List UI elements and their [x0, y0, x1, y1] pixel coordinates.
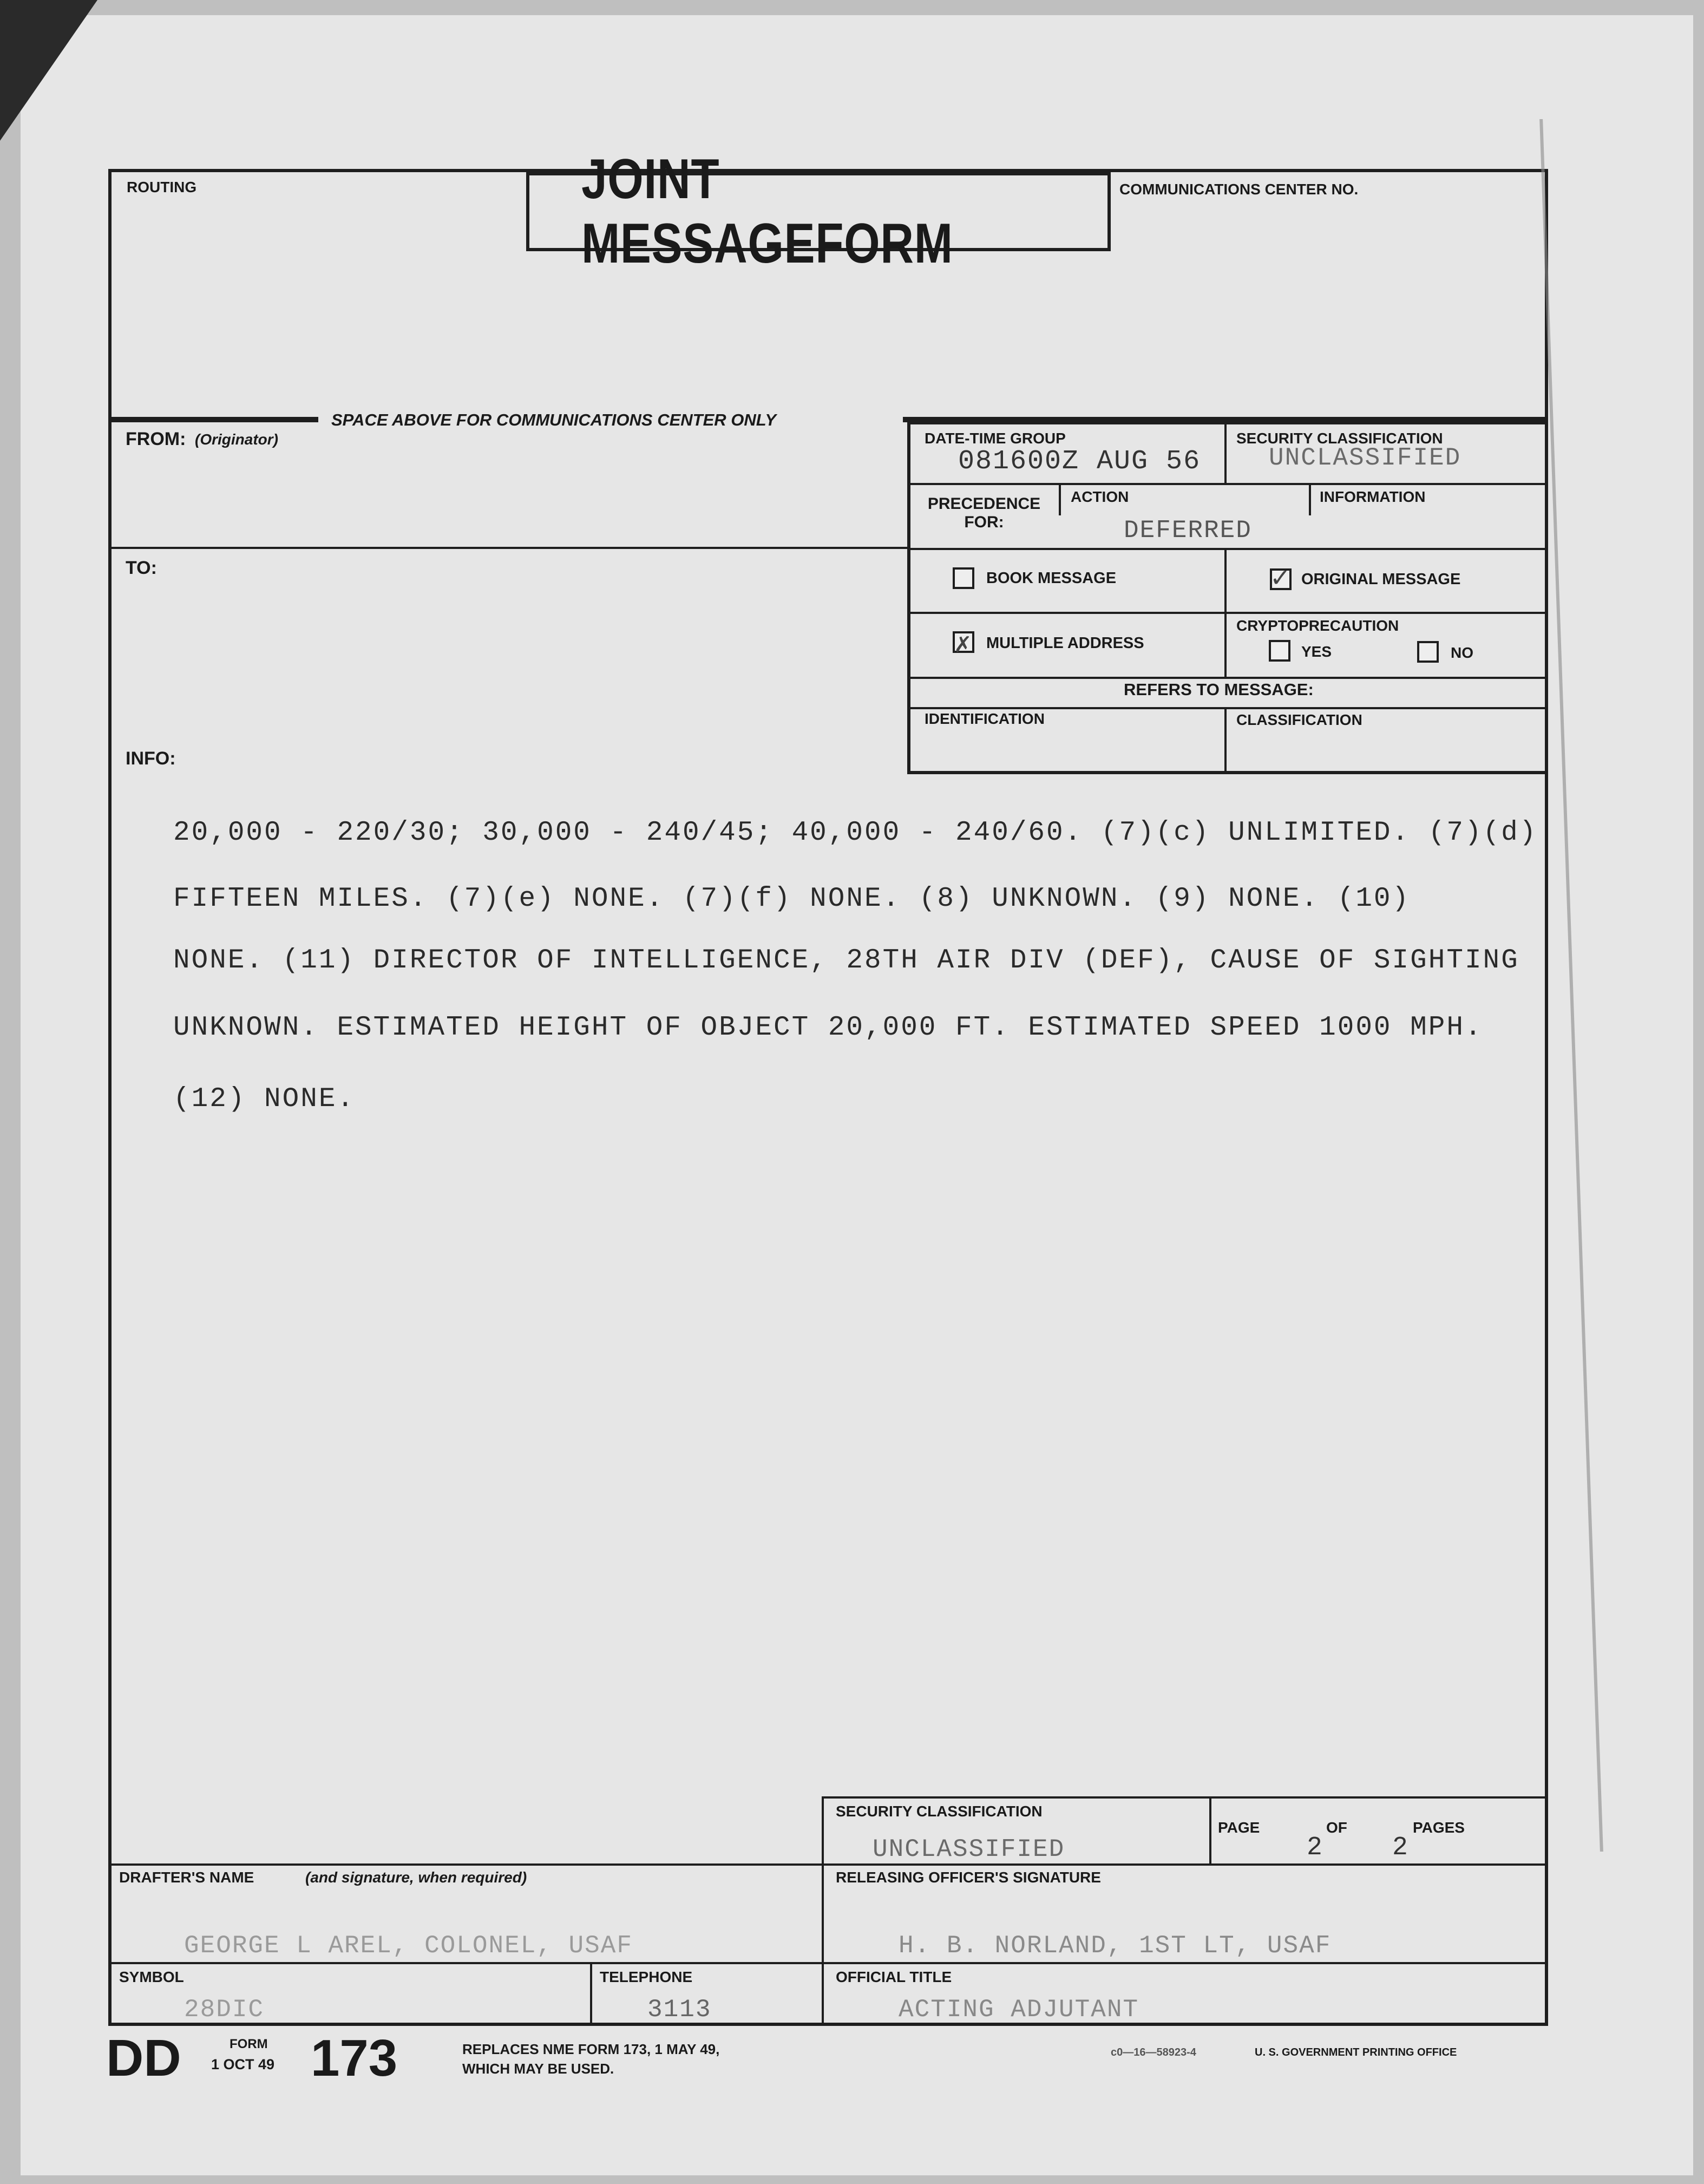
- official-title-label: OFFICIAL TITLE: [836, 1969, 952, 1985]
- page-divider: [1209, 1796, 1211, 1865]
- security-class-value: UNCLASSIFIED: [1269, 444, 1461, 472]
- dtg-value: 081600Z AUG 56: [958, 446, 1201, 477]
- multiple-address-label: MULTIPLE ADDRESS: [986, 635, 1144, 652]
- of-label: OF: [1326, 1819, 1347, 1836]
- message-line-4: UNKNOWN. ESTIMATED HEIGHT OF OBJECT 20,000 FT. ESTIMATED SPEED 1000 MPH.: [173, 1012, 1483, 1043]
- dd-mark: DD: [106, 2029, 181, 2087]
- replaces-line-1: REPLACES NME FORM 173, 1 MAY 49,: [462, 2041, 720, 2057]
- message-line-3: NONE. (11) DIRECTOR OF INTELLIGENCE, 28TH AIR DIV (DEF), CAUSE OF SIGHTING: [173, 945, 1519, 976]
- row1-divider: [907, 483, 1548, 485]
- to-label: TO:: [126, 558, 157, 578]
- form-date: 1 OCT 49: [211, 2056, 275, 2072]
- info-label: INFO:: [126, 748, 176, 769]
- multiple-address-check-icon: ✗: [954, 632, 972, 657]
- form-title: JOINT MESSAGEFORM: [581, 148, 953, 275]
- form-number: 173: [311, 2029, 398, 2087]
- pages-label: PAGES: [1413, 1819, 1465, 1836]
- crypto-no-label: NO: [1451, 644, 1473, 661]
- cryptoprecaution-label: CRYPTOPRECAUTION: [1236, 617, 1399, 634]
- crypto-no-checkbox[interactable]: [1417, 641, 1439, 663]
- replaces-line-2: WHICH MAY BE USED.: [462, 2061, 614, 2077]
- symbol-label: SYMBOL: [119, 1969, 184, 1985]
- crypto-yes-label: YES: [1301, 643, 1332, 660]
- dtg-label: DATE-TIME GROUP: [925, 430, 1066, 447]
- footer-security-label: SECURITY CLASSIFICATION: [836, 1803, 1043, 1820]
- crypto-yes-checkbox[interactable]: [1269, 640, 1290, 662]
- releasing-name: H. B. NORLAND, 1ST LT, USAF: [899, 1932, 1332, 1960]
- footer-left-vertical: [822, 1796, 824, 2026]
- information-label: INFORMATION: [1320, 488, 1426, 505]
- row3-divider: [907, 612, 1548, 614]
- dtg-divider: [1224, 421, 1227, 484]
- from-sublabel: (Originator): [195, 431, 278, 448]
- identification-label: IDENTIFICATION: [925, 710, 1045, 727]
- refers-to-label: REFERS TO MESSAGE:: [1124, 680, 1314, 699]
- footer-security-value: UNCLASSIFIED: [873, 1835, 1065, 1863]
- row4-divider: [907, 677, 1548, 679]
- message-line-5: (12) NONE.: [173, 1084, 356, 1115]
- comm-center-label: COMMUNICATIONS CENTER NO.: [1119, 181, 1359, 198]
- security-class-label: SECURITY CLASSIFICATION: [1236, 430, 1443, 447]
- book-message-label: BOOK MESSAGE: [986, 570, 1117, 587]
- precedence-label: PRECEDENCE FOR:: [927, 495, 1041, 531]
- drafter-sublabel: (and signature, when required): [305, 1869, 527, 1886]
- original-message-check-icon: ✓: [1270, 563, 1291, 592]
- symbol-top-rule: [108, 1962, 1548, 1964]
- original-message-label: ORIGINAL MESSAGE: [1301, 571, 1461, 588]
- precedence-value: DEFERRED: [1124, 516, 1252, 545]
- printer-name: U. S. GOVERNMENT PRINTING OFFICE: [1255, 2046, 1457, 2058]
- symbol-value: 28DIC: [184, 1996, 265, 2024]
- action-label: ACTION: [1071, 488, 1129, 505]
- telephone-divider: [590, 1962, 592, 2026]
- drafter-label: DRAFTER'S NAME: [119, 1869, 254, 1886]
- refers-divider: [1224, 707, 1227, 774]
- page-total: 2: [1392, 1833, 1409, 1862]
- releasing-label: RELEASING OFFICER'S SIGNATURE: [836, 1869, 1101, 1886]
- page-label: PAGE: [1218, 1819, 1260, 1836]
- drafter-top-rule: [108, 1863, 1548, 1866]
- row5-divider: [907, 707, 1548, 709]
- form-title-box: [526, 148, 1111, 275]
- drafter-name: GEORGE L AREL, COLONEL, USAF: [184, 1932, 633, 1960]
- space-above-rule-left: [108, 417, 318, 422]
- footer-top-rule: [822, 1796, 1548, 1799]
- classification-label: CLASSIFICATION: [1236, 711, 1362, 728]
- message-line-2: FIFTEEN MILES. (7)(e) NONE. (7)(f) NONE. (8) UNKNOWN. (9) NONE. (10): [173, 884, 1411, 914]
- space-above-label: SPACE ABOVE FOR COMMUNICATIONS CENTER ONLY: [331, 410, 777, 429]
- book-message-checkbox[interactable]: [953, 567, 974, 589]
- message-line-1: 20,000 - 220/30; 30,000 - 240/45; 40,000 - 240/60. (7)(c) UNLIMITED. (7)(d): [173, 818, 1538, 848]
- scan-corner-shadow: [0, 0, 97, 141]
- action-info-divider: [1309, 483, 1311, 515]
- precedence-divider: [1059, 483, 1061, 515]
- from-label: FROM:: [126, 429, 186, 449]
- row2-divider: [907, 548, 1548, 550]
- page-number: 2: [1307, 1833, 1323, 1862]
- print-code: c0—16—58923-4: [1111, 2046, 1196, 2058]
- telephone-label: TELEPHONE: [600, 1969, 693, 1985]
- telephone-value: 3113: [647, 1996, 712, 2024]
- routing-label: ROUTING: [127, 179, 197, 195]
- official-title-value: ACTING ADJUTANT: [899, 1996, 1139, 2024]
- from-to-divider: [108, 547, 909, 549]
- form-word: FORM: [230, 2037, 268, 2051]
